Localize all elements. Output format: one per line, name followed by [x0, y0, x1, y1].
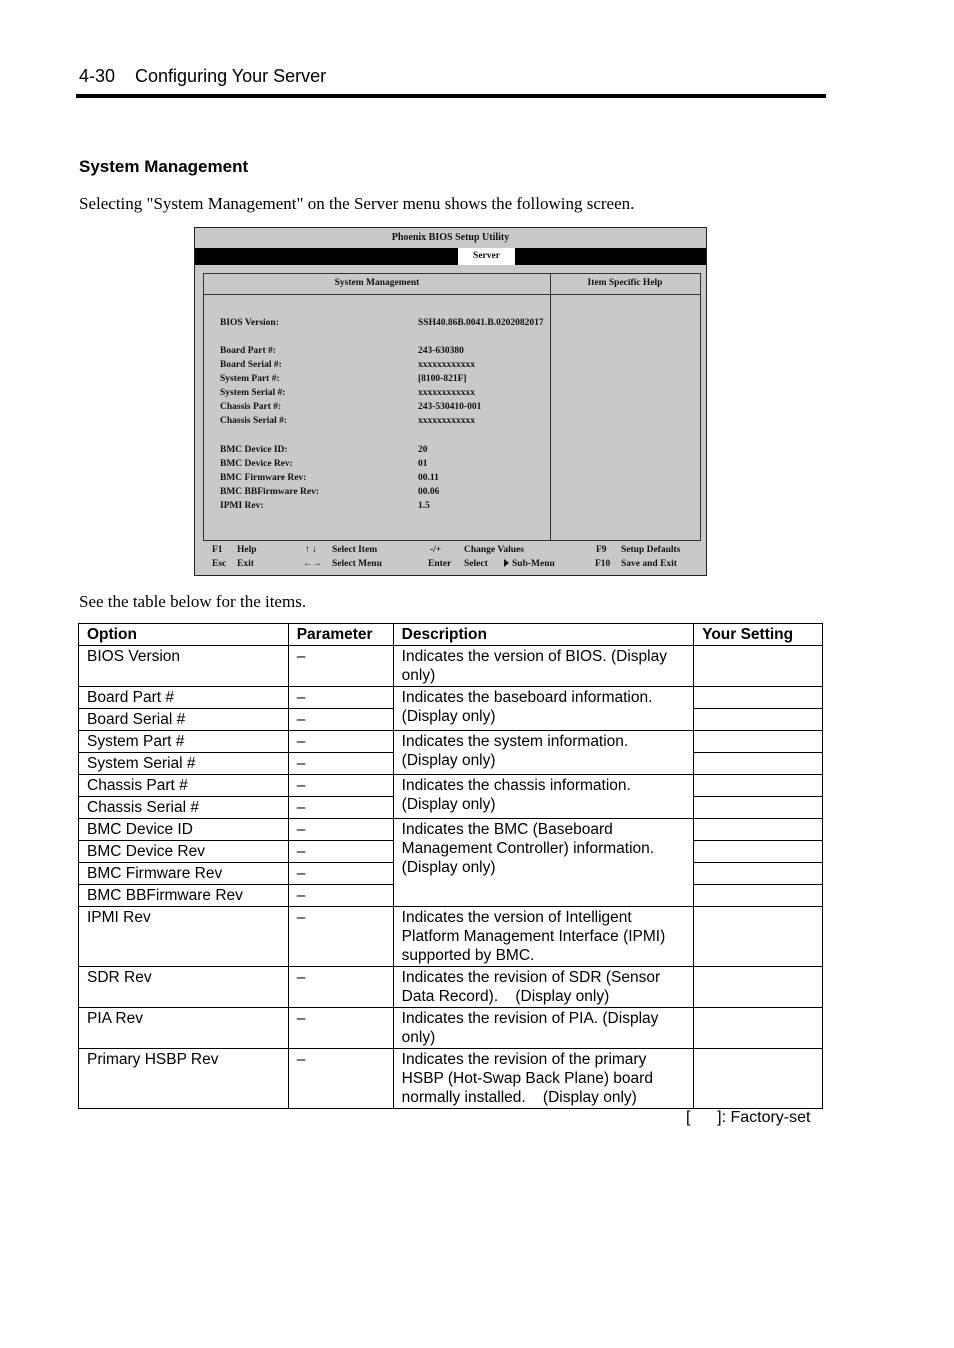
parameter-cell: –	[288, 646, 393, 687]
bios-field-value: 243-530410-001	[418, 402, 482, 412]
setting-cell	[694, 687, 823, 709]
key-select-item-label: Select Item	[332, 545, 378, 555]
key-plusminus: -/+	[430, 545, 442, 555]
key-save-exit-label: Save and Exit	[621, 559, 677, 569]
bios-field-value: 243-630380	[418, 346, 464, 356]
option-cell: BIOS Version	[79, 646, 289, 687]
key-submenu-label: Sub-Menu	[512, 559, 555, 569]
option-cell: Board Part #	[79, 687, 289, 709]
key-esc: Esc	[212, 559, 227, 569]
table-row	[79, 687, 823, 709]
col-header-description: Description	[393, 624, 693, 646]
key-leftright-arrows: ←→	[303, 559, 322, 569]
setting-cell	[694, 646, 823, 687]
table-lead-text: See the table below for the items.	[79, 592, 307, 611]
bios-field-label: Chassis Serial #:	[220, 416, 288, 426]
description-cell: Indicates the revision of the primary HSBP (Hot-Swap Back Plane) board normally installed. (Display only)	[393, 1049, 693, 1109]
intro-text: Selecting "System Management" on the Server menu shows the following screen.	[79, 194, 635, 213]
key-help-label: Help	[237, 545, 257, 555]
setting-cell	[694, 885, 823, 907]
bios-field-label: BIOS Version:	[220, 318, 279, 328]
setting-cell	[694, 841, 823, 863]
bios-field-value: SSH40.86B.0041.B.0202082017	[418, 318, 544, 328]
bios-help-title: Item Specific Help	[587, 278, 663, 288]
description-cell: Indicates the revision of SDR (Sensor Data Record). (Display only)	[393, 967, 693, 1008]
bios-field-value: 20	[418, 445, 428, 455]
col-header-your-setting: Your Setting	[694, 624, 823, 646]
parameter-cell: –	[288, 885, 393, 907]
key-updown-arrows: ↑ ↓	[305, 545, 317, 555]
triangle-right-icon	[504, 559, 509, 567]
key-submenu	[504, 559, 555, 569]
factory-set-note: [ ]: Factory-set	[686, 1109, 811, 1126]
parameter-cell: –	[288, 731, 393, 753]
key-exit-label: Exit	[237, 559, 254, 569]
option-cell: Board Serial #	[79, 709, 289, 731]
option-cell: PIA Rev	[79, 1008, 289, 1049]
setting-cell	[694, 753, 823, 775]
description-cell: Indicates the version of BIOS. (Display only)	[393, 646, 693, 687]
bios-utility-title: Phoenix BIOS Setup Utility	[391, 232, 510, 243]
table-row	[79, 819, 823, 841]
bios-field-value: 01	[418, 459, 428, 469]
option-cell: BMC BBFirmware Rev	[79, 885, 289, 907]
option-cell: IPMI Rev	[79, 907, 289, 967]
bios-field-value: 00.06	[418, 487, 440, 497]
bios-field-value: [8100-821F]	[418, 374, 467, 384]
description-cell: Indicates the version of Intelligent Platform Management Interface (IPMI) supported by BMC.	[393, 907, 693, 967]
option-cell: Chassis Serial #	[79, 797, 289, 819]
parameter-cell: –	[288, 753, 393, 775]
parameter-cell: –	[288, 819, 393, 841]
bios-field-value: xxxxxxxxxxxx	[418, 416, 475, 426]
parameter-cell: –	[288, 687, 393, 709]
option-cell: BMC Firmware Rev	[79, 863, 289, 885]
table-header-row	[79, 624, 823, 646]
setting-cell	[694, 709, 823, 731]
description-cell: Indicates the chassis information. (Display only)	[393, 775, 693, 819]
option-cell: System Serial #	[79, 753, 289, 775]
bios-field-label: Board Part #:	[220, 346, 276, 356]
table-row	[79, 907, 823, 967]
description-cell: Indicates the system information. (Display only)	[393, 731, 693, 775]
setting-cell	[694, 907, 823, 967]
key-setup-defaults-label: Setup Defaults	[621, 545, 681, 555]
setting-cell	[694, 1049, 823, 1109]
description-cell: Indicates the BMC (Baseboard Management Controller) information. (Display only)	[393, 819, 693, 907]
setting-cell	[694, 1008, 823, 1049]
key-change-values-label: Change Values	[464, 545, 524, 555]
section-title: System Management	[79, 157, 249, 176]
bios-menu-tab-server: Server	[458, 248, 515, 265]
setting-cell	[694, 819, 823, 841]
bios-field-label: Chassis Part #:	[220, 402, 282, 412]
parameter-cell: –	[288, 775, 393, 797]
bios-field-value: xxxxxxxxxxxx	[418, 360, 475, 370]
table-row	[79, 775, 823, 797]
key-enter: Enter	[428, 559, 452, 569]
table-row	[79, 1049, 823, 1109]
bios-field-label: Board Serial #:	[220, 360, 282, 370]
key-select-menu-label: Select Menu	[332, 559, 382, 569]
description-cell: Indicates the revision of PIA. (Display only)	[393, 1008, 693, 1049]
table-row	[79, 967, 823, 1008]
key-f9: F9	[596, 545, 607, 555]
parameter-cell: –	[288, 863, 393, 885]
table-row	[79, 1008, 823, 1049]
parameter-cell: –	[288, 797, 393, 819]
bios-field-value: 1.5	[418, 501, 430, 511]
bios-field-value: 00.11	[418, 473, 439, 483]
setting-cell	[694, 797, 823, 819]
setting-cell	[694, 863, 823, 885]
bios-field-label: BMC Device Rev:	[220, 459, 293, 469]
description-cell: Indicates the baseboard information. (Display only)	[393, 687, 693, 731]
bios-field-label: BMC Device ID:	[220, 445, 288, 455]
col-header-parameter: Parameter	[288, 624, 393, 646]
option-cell: SDR Rev	[79, 967, 289, 1008]
bios-field-label: BMC BBFirmware Rev:	[220, 487, 320, 497]
setting-cell	[694, 731, 823, 753]
setting-cell	[694, 775, 823, 797]
option-cell: Chassis Part #	[79, 775, 289, 797]
page-header: 4-30 Configuring Your Server	[79, 66, 327, 86]
bios-screenshot	[194, 227, 707, 576]
bios-menu-bar	[195, 248, 706, 265]
bios-main-panel	[203, 273, 701, 541]
items-table	[78, 623, 823, 1109]
key-f1: F1	[212, 545, 223, 555]
parameter-cell: –	[288, 709, 393, 731]
col-header-option: Option	[79, 624, 289, 646]
parameter-cell: –	[288, 967, 393, 1008]
table-row	[79, 731, 823, 753]
key-f10: F10	[595, 559, 611, 569]
option-cell: System Part #	[79, 731, 289, 753]
bios-field-label: BMC Firmware Rev:	[220, 473, 307, 483]
bios-field-label: IPMI Rev:	[220, 501, 264, 511]
option-cell: BMC Device Rev	[79, 841, 289, 863]
bios-field-label: System Part #:	[220, 374, 280, 384]
option-cell: BMC Device ID	[79, 819, 289, 841]
bios-field-value: xxxxxxxxxxxx	[418, 388, 475, 398]
table-row	[79, 646, 823, 687]
parameter-cell: –	[288, 841, 393, 863]
header-rule	[76, 94, 826, 98]
key-select-label: Select	[464, 559, 488, 569]
parameter-cell: –	[288, 907, 393, 967]
option-cell: Primary HSBP Rev	[79, 1049, 289, 1109]
parameter-cell: –	[288, 1049, 393, 1109]
bios-panel-title: System Management	[334, 278, 420, 288]
parameter-cell: –	[288, 1008, 393, 1049]
bios-field-label: System Serial #:	[220, 388, 286, 398]
setting-cell	[694, 967, 823, 1008]
bios-column-divider	[550, 274, 551, 540]
